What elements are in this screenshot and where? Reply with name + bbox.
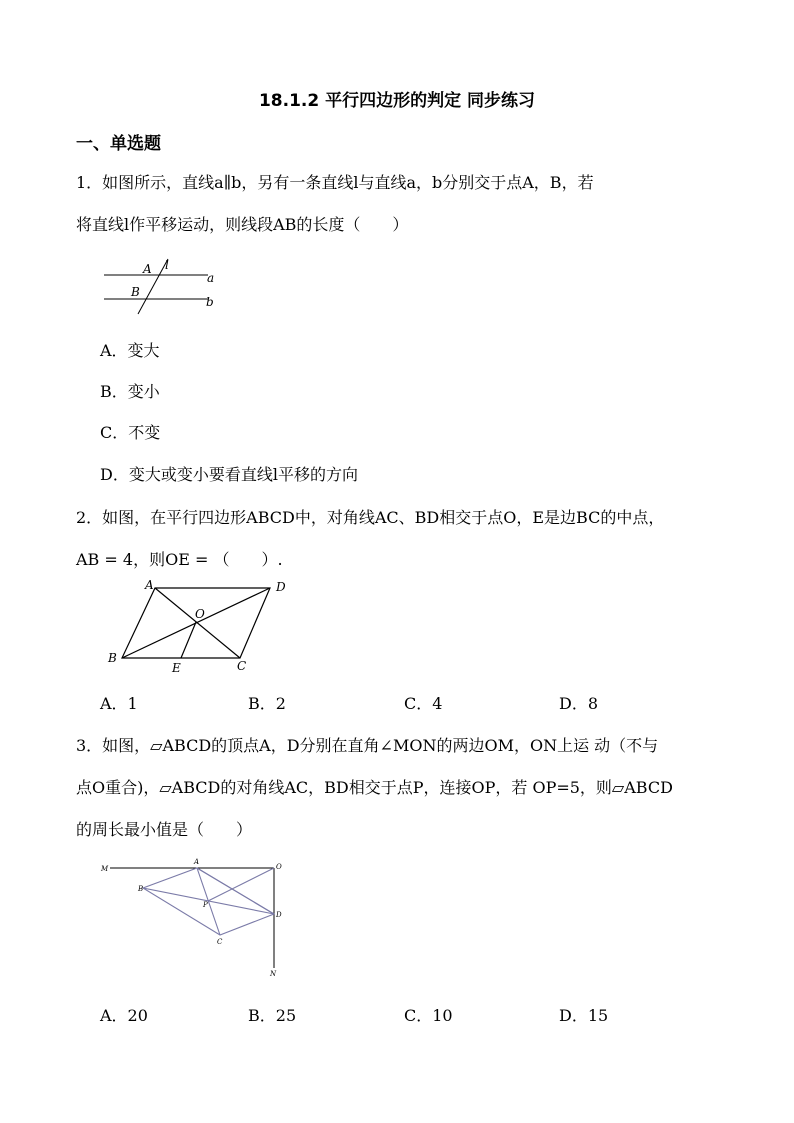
q1-option-a[interactable]: A．变大: [100, 341, 160, 360]
q2-option-d[interactable]: D．8: [559, 694, 599, 713]
q3-label-B: B: [138, 885, 144, 893]
q3-line1: 3．如图，▱ABCD的顶点A，D分别在直角∠MON的两边OM，ON上运 动（不与: [76, 736, 659, 755]
q3-segment-op: [208, 868, 274, 901]
q1-label-l: l: [165, 258, 169, 272]
q3-option-b[interactable]: B．25: [248, 1006, 297, 1025]
q1-option-b[interactable]: B．变小: [100, 382, 160, 401]
q3-line2: 点O重合)，▱ABCD的对角线AC，BD相交于点P，连接OP，若 OP=5，则▱ABCD: [76, 778, 673, 797]
q3-option-d[interactable]: D．15: [559, 1006, 609, 1025]
q1-label-B: B: [131, 285, 140, 299]
q2-label-O: O: [195, 607, 205, 621]
q2-label-C: C: [237, 659, 247, 673]
q2-label-B: B: [108, 651, 117, 665]
q2-figure: [100, 576, 300, 676]
q3-segment-ad: [197, 868, 274, 914]
q2-line2: AB = 4，则OE = （ ）.: [76, 550, 283, 569]
q3-label-C: C: [217, 938, 223, 946]
q3-line3: 的周长最小值是（ ）: [76, 820, 253, 839]
q2-label-E: E: [172, 661, 181, 675]
q3-label-P: P: [203, 901, 208, 909]
q3-label-M: M: [101, 865, 109, 873]
q2-line1: 2．如图，在平行四边形ABCD中，对角线AC、BD相交于点O，E是边BC的中点，: [76, 508, 665, 527]
q1-option-d[interactable]: D．变大或变小要看直线l平移的方向: [100, 465, 358, 484]
q2-option-c[interactable]: C．4: [404, 694, 443, 713]
q1-label-b: b: [206, 295, 214, 309]
page-title: 18.1.2 平行四边形的判定 同步练习: [258, 91, 536, 111]
q3-label-D: D: [276, 911, 282, 919]
q2-label-A: A: [145, 578, 154, 592]
q1-line2: 将直线l作平移运动，则线段AB的长度（ ）: [76, 215, 409, 234]
section-heading: 一、单选题: [76, 134, 161, 154]
q2-label-D: D: [276, 580, 286, 594]
q2-option-b[interactable]: B．2: [248, 694, 286, 713]
q3-label-N: N: [270, 970, 277, 978]
q3-label-O: O: [276, 863, 282, 871]
q1-line1: 1．如图所示，直线a∥b，另有一条直线l与直线a，b分别交于点A，B，若: [76, 173, 594, 192]
q1-option-c[interactable]: C．不变: [100, 423, 161, 442]
q2-option-a[interactable]: A．1: [100, 694, 138, 713]
q1-label-A: A: [143, 262, 152, 276]
q2-segment-oe: [181, 622, 196, 658]
q3-option-a[interactable]: A．20: [100, 1006, 148, 1025]
q3-label-A: A: [194, 858, 200, 866]
q1-label-a: a: [207, 271, 215, 285]
q1-figure: [96, 256, 226, 316]
q3-figure: [96, 853, 296, 983]
q2-diagonal-ac: [155, 588, 240, 658]
q3-option-c[interactable]: C．10: [404, 1006, 453, 1025]
